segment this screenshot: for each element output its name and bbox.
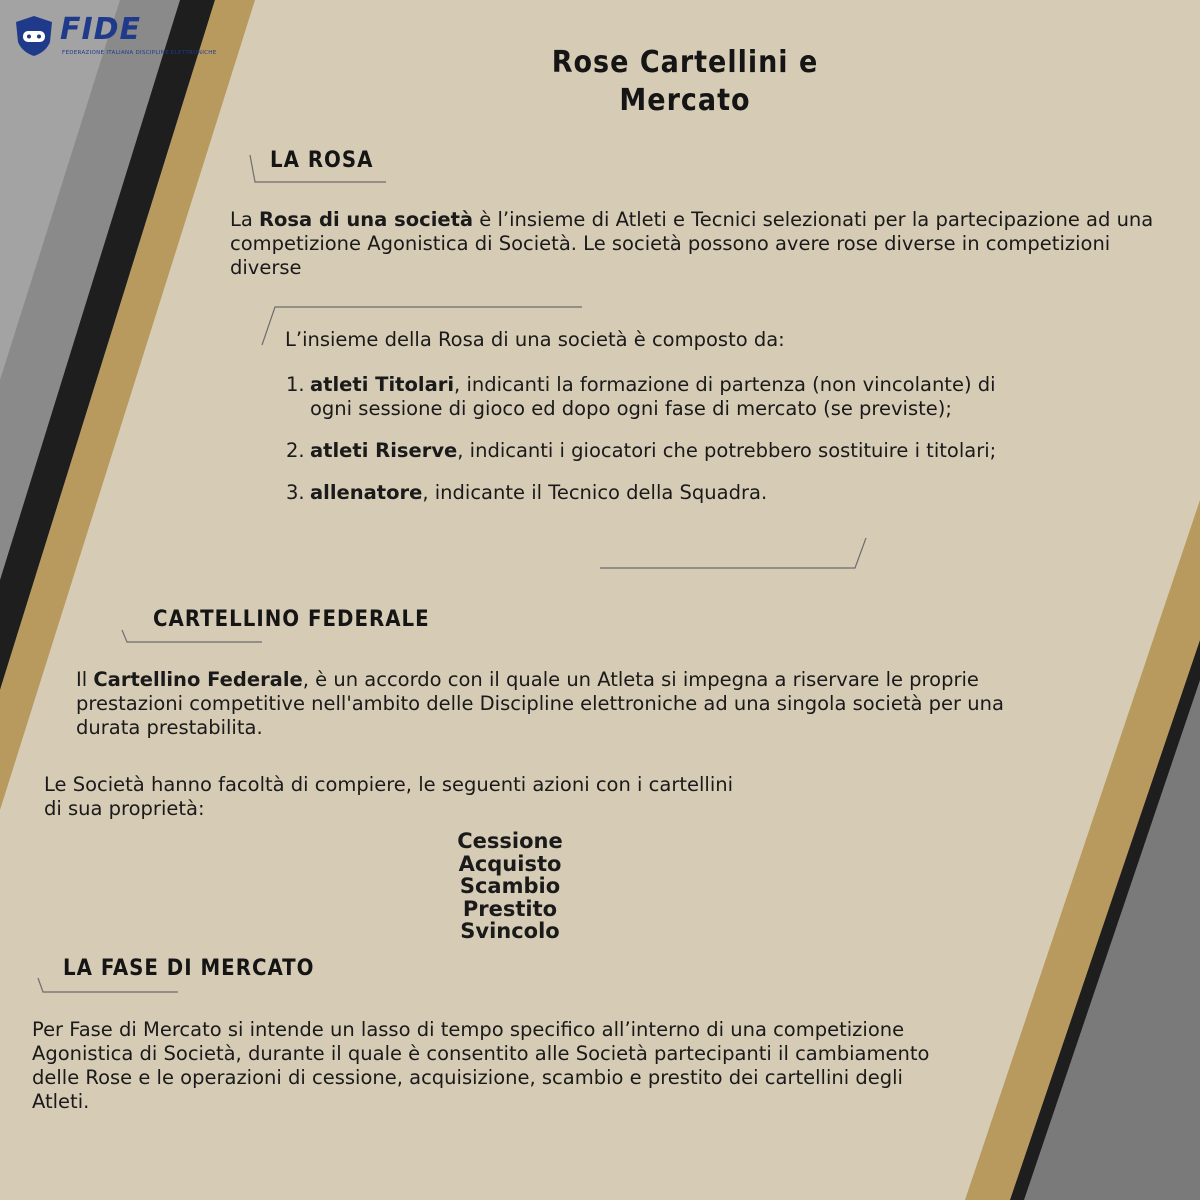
list-item: [286, 439, 1026, 463]
action-item: Scambio: [459, 874, 561, 898]
logo-wordmark: FIDE: [60, 12, 142, 47]
rosa-composition-list: [286, 373, 1026, 523]
cartellino-actions-lead: Le Società hanno facoltà di compiere, le seguenti azioni con i cartellini di sua proprietà:: [44, 773, 734, 820]
action-item: Acquisto: [458, 851, 562, 876]
fide-logo: [12, 12, 217, 60]
shield-icon: [12, 14, 56, 58]
mercato-description: Per Fase di Mercato si intende un lasso di tempo specifico all’interno di una competizione Agonistica di Società, durante il quale è consentito alle Società partecipanti il cambiamento delle Rose e le operazioni di cessione, acquisizione, scambio e prestito dei cartellini degli Atleti.: [32, 1018, 930, 1113]
list-item-text: , indicanti la formazione di partenza (non vincolante) di ogni sessione di gioco ed dopo ogni fase di mercato (se previste);: [310, 373, 996, 420]
list-item-number: 2.: [286, 439, 305, 462]
title-line-2: Mercato: [619, 83, 751, 118]
rosa-composition-lead: L’insieme della Rosa di una società è composto da:: [285, 328, 785, 351]
cartellino-def-bold: Cartellino Federale: [93, 668, 303, 691]
page-title: [540, 44, 830, 120]
action-item: Prestito: [462, 896, 558, 921]
action-item: Svincolo: [460, 919, 560, 943]
title-line-1: Rose Cartellini e: [551, 45, 819, 80]
logo-subtitle: FEDERAZIONE ITALIANA DISCIPLINE ELETTRONICHE: [62, 50, 217, 56]
heading-fase-di-mercato: LA FASE DI MERCATO: [63, 956, 315, 981]
cartellino-definition: [76, 668, 1006, 740]
list-item-text: , indicanti i giocatori che potrebbero sostituire i titolari;: [457, 439, 997, 462]
rosa-intro-before: La: [230, 208, 260, 231]
rosa-intro-after: è l’insieme di Atleti e Tecnici selezionati per la partecipazione ad una competizione Agonistica di Società. Le società possono avere rose diverse in competizioni diverse: [230, 208, 1154, 279]
list-item-number: 1.: [286, 373, 305, 396]
cartellino-actions-list: [380, 830, 640, 943]
list-item-bold: allenatore: [310, 481, 423, 504]
list-item-bold: atleti Riserve: [310, 439, 458, 462]
list-item: [286, 481, 1026, 505]
heading-cartellino-federale: CARTELLINO FEDERALE: [153, 607, 430, 632]
heading-la-rosa: LA ROSA: [270, 148, 374, 173]
list-item-bold: atleti Titolari: [310, 373, 455, 396]
cartellino-def-after: , è un accordo con il quale un Atleta si impegna a riservare le proprie prestazioni competitive nell'ambito delle Discipline elettroniche ad una singola società per una durata prestabilita.: [76, 668, 1004, 739]
action-item: Cessione: [457, 829, 563, 853]
list-item-number: 3.: [286, 481, 305, 504]
list-item: [286, 373, 1026, 421]
rosa-intro: [230, 208, 1180, 280]
rosa-intro-bold: Rosa di una società: [259, 208, 474, 231]
cartellino-def-before: Il: [76, 668, 94, 691]
list-item-text: , indicante il Tecnico della Squadra.: [422, 481, 768, 504]
